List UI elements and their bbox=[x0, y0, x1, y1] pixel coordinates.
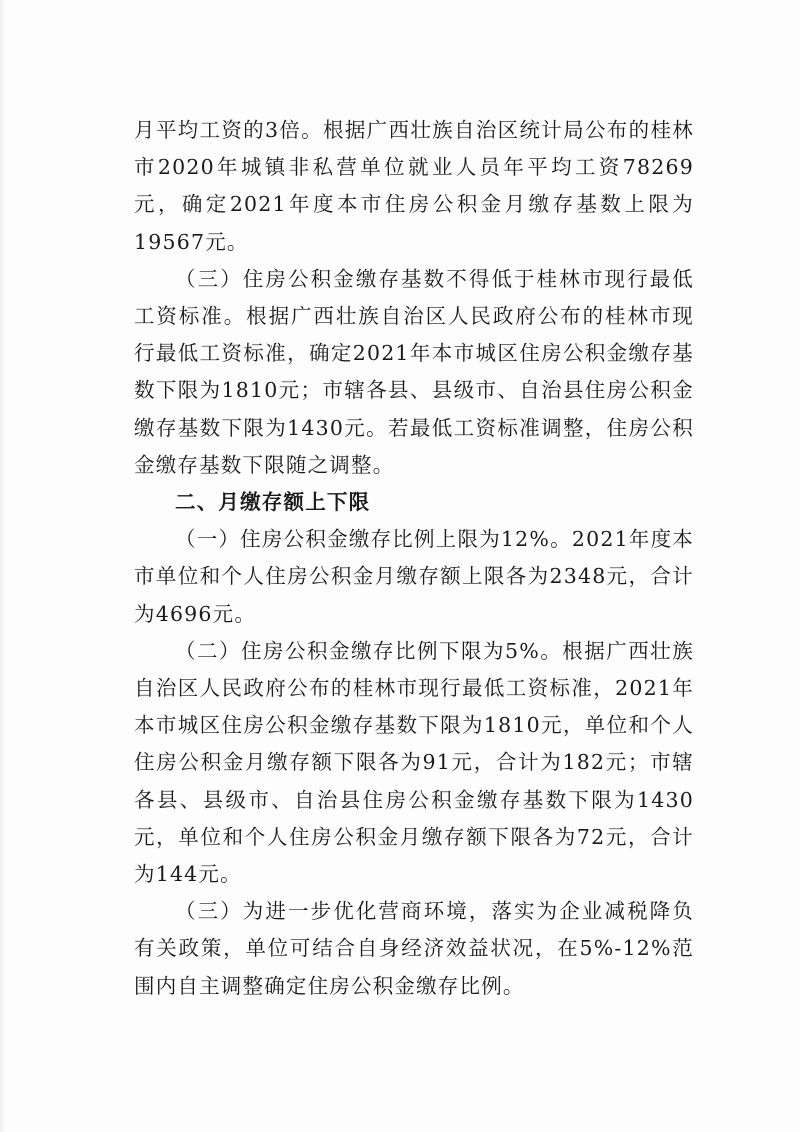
scan-edge bbox=[0, 0, 6, 1132]
section-heading-monthly-deposit-limits: 二、月缴存额上下限 bbox=[175, 490, 371, 515]
paragraph-item-1-upper-limit: （一）住房公积金缴存比例上限为12%。2021年度本市单位和个人住房公积金月缴存额上限各为2348元，合计为4696元。 bbox=[134, 527, 694, 626]
paragraph-item-2-lower-limit: （二）住房公积金缴存比例下限为5%。根据广西壮族自治区人民政府公布的桂林市现行最低工资标准，2021年本市城区住房公积金缴存基数下限为1810元，单位和个人住房公积金月缴存额下限各为91元，合计为182元；市辖各县、县级市、自治县住房公积金缴存基数下限为1430元，单位和个人住房公积金月缴存额下限各为72元，合计为144元。 bbox=[134, 638, 694, 887]
paragraph-item-3-minimum-base: （三）住房公积金缴存基数不得低于桂林市现行最低工资标准。根据广西壮族自治区人民政府公布的桂林市现行最低工资标准，确定2021年本市城区住房公积金缴存基数下限为1810元；市辖各县、县级市、自治县住房公积金缴存基数下限为1430元。若最低工资标准调整，住房公积金缴存基数下限随之调整。 bbox=[134, 266, 694, 477]
document-body bbox=[134, 112, 694, 1005]
paragraph-item-3-adjustment: （三）为进一步优化营商环境，落实为企业减税降负有关政策，单位可结合自身经济效益状况，在5%-12%范围内自主调整确定住房公积金缴存比例。 bbox=[134, 899, 694, 998]
paragraph-continuation: 月平均工资的3倍。根据广西壮族自治区统计局公布的桂林市2020年城镇非私营单位就业人员年平均工资78269元，确定2021年度本市住房公积金月缴存基数上限为19567元。 bbox=[134, 118, 694, 254]
